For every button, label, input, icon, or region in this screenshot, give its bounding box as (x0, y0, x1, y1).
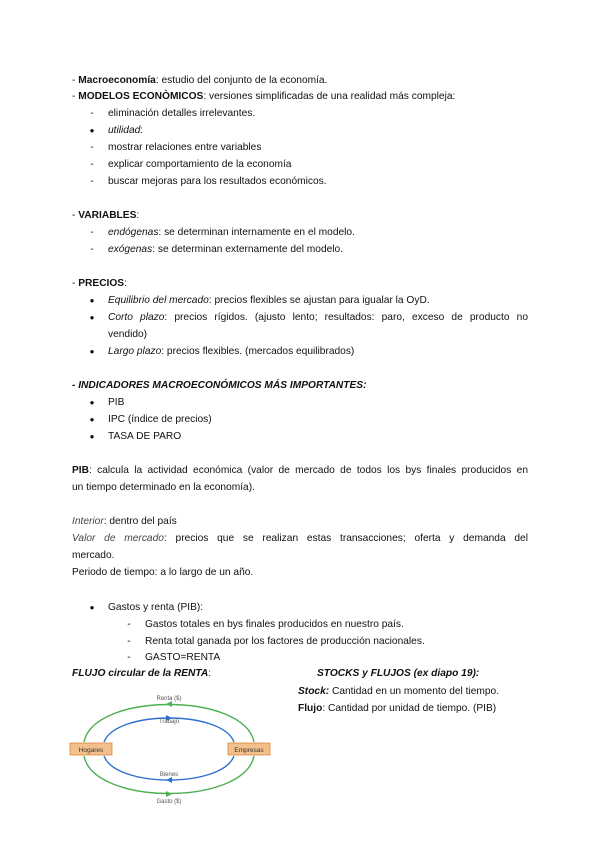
renta-label: Renta ($) (156, 696, 182, 702)
dash-marker: - (127, 652, 131, 663)
pib-def: : calcula la actividad económica (valor de mercado de todos los bys finales producidos en (88, 465, 528, 476)
macro-term: Macroeconomía (78, 75, 156, 86)
flujo-def: : Cantidad por unidad de tiempo. (PIB) (322, 703, 497, 714)
trabajo-label: Trabajo (158, 719, 180, 725)
hogares-label: Hogares (78, 747, 104, 754)
dash-marker: - (90, 108, 94, 119)
valor-def: : precios que se realizan estas transacciones; oferta y demanda del (163, 533, 528, 544)
list-item: GASTO=RENTA (145, 652, 221, 663)
bullet-marker: ● (89, 432, 95, 441)
utilidad-term: utilidad (108, 125, 141, 136)
corto-plazo-term: Corto plazo (108, 312, 165, 323)
list-item (108, 243, 343, 257)
precios-heading (72, 277, 127, 291)
bullet-marker: ● (89, 296, 95, 305)
dash: - (72, 278, 76, 289)
variables-title: VARIABLES (78, 210, 137, 221)
list-item (108, 294, 430, 308)
largo-plazo-def: : precios flexibles. (mercados equilibrados) (161, 346, 355, 357)
modelos-def: : versiones simplificadas de una realidad más compleja: (203, 91, 456, 102)
list-item: PIB (108, 397, 125, 408)
valor-term: Valor de mercado (72, 533, 164, 544)
endogenas-term: endógenas (108, 227, 159, 238)
list-item: IPC (índice de precios) (108, 414, 212, 425)
stock-line (298, 685, 499, 699)
dash-marker: - (90, 176, 94, 187)
dash-marker: - (90, 244, 94, 255)
exogenas-term: exógenas (108, 244, 153, 255)
colon: : (124, 278, 127, 289)
dash-marker: - (90, 142, 94, 153)
macro-def: : estudio del conjunto de la economía. (155, 75, 328, 86)
flujo-title: FLUJO circular de la RENTA (72, 668, 209, 679)
colon: : (140, 125, 144, 136)
interior-def: : dentro del país (103, 516, 177, 527)
flujo-line (298, 702, 496, 716)
endogenas-def: : se determinan internamente en el modelo. (158, 227, 355, 238)
stock-term: Stock: (298, 686, 330, 697)
bullet-marker: ● (89, 415, 95, 424)
list-item (108, 226, 355, 240)
flujo-term: Flujo (298, 703, 323, 714)
precios-title: PRECIOS (78, 278, 125, 289)
periodo-line: Periodo de tiempo: a lo largo de un año. (72, 567, 254, 578)
bienes-label: Bienes (159, 772, 179, 778)
modelos-term: MODELOS ECONÒMICOS (78, 91, 204, 102)
bullet-marker: ● (89, 313, 95, 322)
exogenas-def: : se determinan externamente del modelo. (152, 244, 344, 255)
indicadores-heading: - INDICADORES MACROECONÓMICOS MÁS IMPORTANTES: (72, 380, 367, 391)
colon: : (208, 668, 212, 679)
dash: - (72, 210, 76, 221)
list-item: TASA DE PARO (108, 431, 182, 442)
pib-paragraph (72, 464, 528, 478)
stock-def: Cantidad en un momento del tiempo. (329, 686, 500, 697)
list-item-cont: vendido) (108, 329, 148, 340)
interior-term: Interior (72, 516, 104, 527)
circular-flow-diagram (64, 690, 274, 808)
pib-paragraph-cont: un tiempo determinado en la economía). (72, 482, 255, 493)
list-item: eliminación detalles irrelevantes. (108, 108, 256, 119)
modelos-line (72, 90, 455, 104)
interior-line (72, 515, 177, 529)
list-item (108, 311, 528, 325)
list-item: buscar mejoras para los resultados económicos. (108, 176, 327, 187)
valor-line (72, 532, 528, 546)
list-item (108, 345, 354, 359)
list-item (108, 124, 143, 138)
macro-line (72, 74, 327, 88)
bullet-marker: ● (89, 603, 95, 612)
dash-marker: - (127, 636, 131, 647)
gasto-label: Gasto ($) (156, 799, 182, 805)
list-item: Renta total ganada por los factores de producción nacionales. (145, 636, 425, 647)
variables-heading (72, 209, 139, 223)
gastos-title: Gastos y renta (PIB): (108, 602, 204, 613)
pib-term: PIB (72, 465, 89, 476)
list-item: Gastos totales en bys finales producidos en nuestro país. (145, 619, 404, 630)
bullet-marker: ● (89, 347, 95, 356)
empresas-label: Empresas (234, 747, 264, 754)
largo-plazo-term: Largo plazo (108, 346, 162, 357)
flujo-heading (72, 667, 211, 681)
list-item: mostrar relaciones entre variables (108, 142, 262, 153)
equilibrio-def: : precios flexibles se ajustan para igualar la OyD. (208, 295, 430, 306)
corto-plazo-def: : precios rígidos. (ajusto lento; resultados: paro, exceso de producto no (164, 312, 528, 323)
money-arrow-bottom (166, 791, 172, 797)
dash: - (72, 75, 76, 86)
dash-marker: - (90, 227, 94, 238)
valor-cont: mercado. (72, 550, 115, 561)
list-item: explicar comportamiento de la economía (108, 159, 292, 170)
stocks-heading: STOCKS y FLUJOS (ex diapo 19): (317, 668, 480, 679)
equilibrio-term: Equilibrio del mercado (108, 295, 209, 306)
dash: - (72, 91, 76, 102)
colon: : (136, 210, 140, 221)
bullet-marker: ● (89, 398, 95, 407)
dash-marker: - (90, 159, 94, 170)
bullet-marker: ● (89, 126, 95, 135)
dash-marker: - (127, 619, 131, 630)
